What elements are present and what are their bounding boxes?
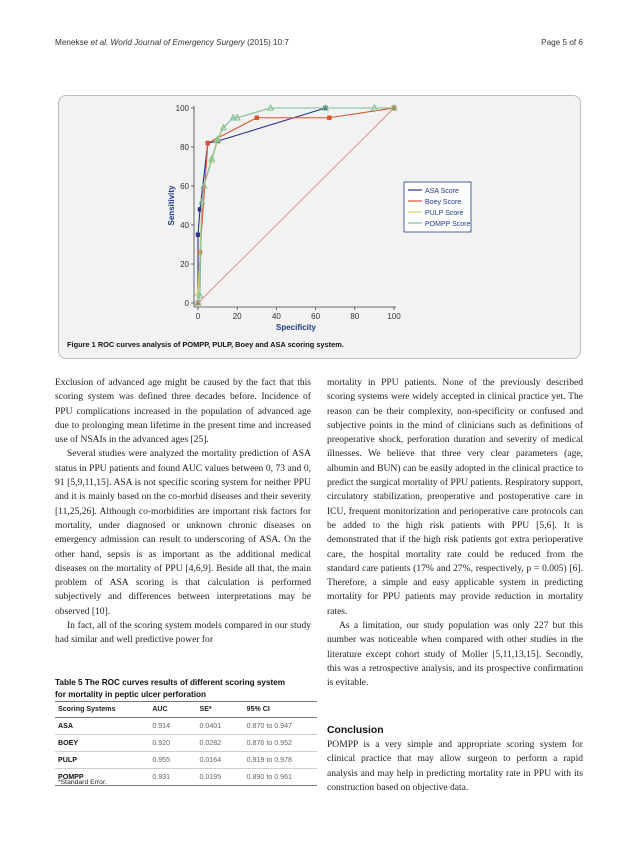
table-row [55,718,317,735]
y-tick-label: 0 [184,299,189,308]
body-paragraph: As a limitation, our study population was only 227 but this number was noticeable when compared with other studies in the literature except cohort study of Moller [5,11,13,15]. Secondly, this was a retrospective analysis, and its prospective confirmation is evitable. [327,620,583,689]
header-authors: Menekse [55,38,89,47]
header-journal: et al. World Journal of Emergency Surgery [90,38,245,47]
figure-caption-label: Figure 1 [67,340,96,349]
cell-system: ASA [55,718,149,735]
cell-se: 0.0164 [196,752,243,769]
cell-ci: 0.876 to 0.952 [244,735,317,752]
table-header-row [55,702,317,718]
body-paragraph: In fact, all of the scoring system models compared in our study had similar and well predictive power for [55,620,311,646]
reference-diagonal [198,108,394,303]
cell-system: BOEY [55,735,149,752]
legend-label: POMPP Score [425,220,471,228]
y-tick-label: 100 [175,104,189,113]
cell-ci: 0.870 to 0.947 [244,718,317,735]
page-number: Page 5 of 6 [541,38,583,47]
y-axis-label: Sensitivity [167,185,176,226]
right-column [327,376,583,691]
left-column [55,376,311,648]
cell-se: 0.0195 [196,769,243,786]
data-point [196,233,200,237]
cell-se: 0.0401 [196,718,243,735]
legend-label: Boey Score [425,198,462,206]
table-row [55,752,317,769]
table-title: Table 5 The ROC curves results of different scoring system for mortality in peptic ulcer perforation [55,678,286,699]
y-tick-label: 20 [180,260,189,269]
x-tick-label: 60 [311,312,321,321]
body-paragraph: mortality in PPU patients. None of the previously described scoring systems were widely accepted in clinical practice yet. The reason can be their complexity, non-specificity or confused and subjective points in the mind of clinicians such as definitions of preoperative shock, perforation duration and severity of medical illnesses. We believe that three very clear parameters (age, albumin and BUN) can be easily adopted in the clinical practice to predict the surgical mortality of PPU patients. Respiratory support, circulatory stabilization, preoperative and postoperative care in ICU, frequent monitorization and perioperative care protocols can be added to the high risk patients with PPU [5,6]. It is demonstrated that if the high risk patients got extra perioperative care, the hospital mortality rate could be reduced from the standard care patients (17% and 27%, respectively, p = 0.005) [6]. Therefore, a simple and easy applicable system in predicting mortality for PPU patients may provide reduction in mortality rates. [327,377,583,617]
x-tick-label: 40 [271,312,281,321]
cell-ci: 0.890 to 0.961 [244,769,317,786]
x-tick-label: 20 [232,312,242,321]
x-tick-label: 80 [350,312,360,321]
col-header: SE* [196,702,243,718]
data-point [327,116,331,120]
col-header: AUC [149,702,196,718]
table-5 [55,701,317,786]
cell-system: POMPP [55,769,149,786]
roc-chart [59,96,580,336]
table-footnote: *Standard Error. [58,779,107,786]
conclusion-heading: Conclusion [327,725,384,736]
table-row [55,735,317,752]
cell-ci: 0.919 to 0.978 [244,752,317,769]
x-tick-label: 100 [387,312,401,321]
col-header: Scoring Systems [55,702,149,718]
x-axis-label: Specificity [275,323,317,332]
x-tick-label: 0 [195,312,201,321]
cell-auc: 0.931 [149,769,196,786]
cell-system: PULP [55,752,149,769]
cell-auc: 0.914 [149,718,196,735]
col-header: 95% CI [244,702,317,718]
cell-auc: 0.920 [149,735,196,752]
header-citation: (2015) 10:7 [247,38,289,47]
body-paragraph: Several studies were analyzed the mortality prediction of ASA status in PPU patients and found AUC values between 0, 73 and 0, 91 [5,9,11,15]. ASA is not specific scoring system for neither PPU and it is mainly based on the co-morbid diseases and their severity [11,25,26]. Although co-morbidities are important risk factors for mortality, under diagnosed or unknown chronic diseases on emergency admission can result to underscoring of ASA. On the other hand, sepsis is as important as the additional medical diseases on the mortality of PPU [4,6,9]. Beside all that, the main problem of ASA scoring is that calculation is performed subjectively and differences between interpretations may be observed [10]. [55,448,311,617]
legend-label: ASA Score [425,187,459,195]
data-point [255,116,259,120]
cell-se: 0.0282 [196,735,243,752]
data-point [206,141,210,145]
y-tick-label: 60 [180,182,189,191]
y-tick-label: 40 [180,221,189,230]
y-tick-label: 80 [180,143,189,152]
running-header [55,38,289,47]
figure-caption-text: ROC curves analysis of POMPP, PULP, Boey and ASA scoring system. [97,340,344,349]
conclusion-text: POMPP is a very simple and appropriate scoring system for clinical practice that may allow surgeon to perform a rapid analysis and may help in predicting mortality rate in PPU with its construction based on objective data. [327,739,583,793]
figure-1 [58,95,581,359]
cell-auc: 0.955 [149,752,196,769]
body-paragraph: Exclusion of advanced age might be caused by the fact that this scoring system was defined three decades before. Incidence of PPU complications increased in the population of advanced age due to prolonging mean lifetime in the present time and increased use of NSAIs in the advanced ages [25]. [55,377,311,446]
figure-caption [67,340,344,349]
legend-label: PULP Score [425,209,464,217]
